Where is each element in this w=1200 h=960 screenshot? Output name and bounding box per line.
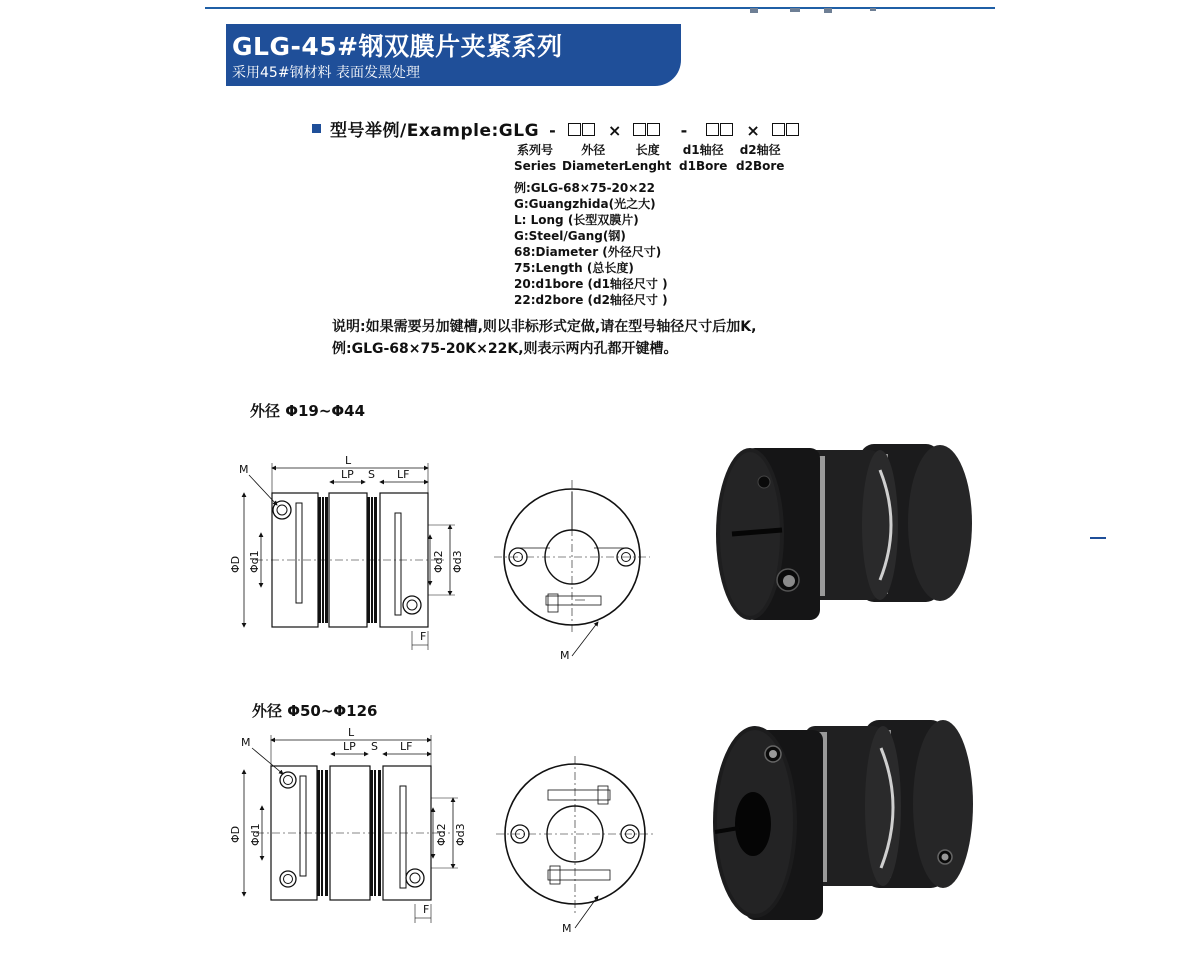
dim-label-LF: LF bbox=[400, 740, 413, 753]
section-label-large: 外径 Φ50~Φ126 bbox=[252, 702, 378, 720]
note-line: 例:GLG-68×75-20×22 bbox=[514, 181, 656, 195]
dim-label-D: ΦD bbox=[229, 825, 242, 843]
front-view-drawing-large bbox=[490, 750, 660, 945]
dim-label-d2: Φd2 bbox=[432, 550, 445, 573]
note-line: 22:d2bore (d2轴径尺寸 ) bbox=[514, 293, 668, 307]
section-label-small: 外径 Φ19~Φ44 bbox=[250, 402, 366, 420]
remark-line: 例:GLG-68×75-20K×22K,则表示两内孔都开键槽。 bbox=[332, 341, 678, 357]
keyway-remark bbox=[332, 316, 756, 360]
dim-label-F: F bbox=[423, 903, 430, 916]
front-label-M: M bbox=[560, 649, 570, 662]
page-title: GLG-45#钢双膜片夹紧系列 bbox=[232, 32, 563, 61]
title-banner bbox=[226, 24, 681, 86]
code-column-diameter: 外径 Diameter bbox=[562, 143, 625, 173]
dim-label-LF: LF bbox=[397, 468, 410, 481]
note-line: 75:Length (总长度) bbox=[514, 261, 634, 275]
code-column-length: 长度 Lenght bbox=[624, 143, 672, 173]
dash-symbol: - bbox=[680, 121, 688, 140]
length-placeholder bbox=[633, 121, 661, 140]
remark-line: 说明:如果需要另加键槽,则以非标形式定做,请在型号轴径尺寸后加K, bbox=[332, 319, 757, 335]
note-line: G:Guangzhida(光之大) bbox=[514, 197, 656, 211]
dim-label-M: M bbox=[239, 463, 249, 476]
bullet-icon bbox=[312, 124, 321, 133]
d1-placeholder bbox=[706, 121, 734, 140]
dim-label-LP: LP bbox=[341, 468, 354, 481]
note-line: G:Steel/Gang(钢) bbox=[514, 229, 626, 243]
d2-placeholder bbox=[772, 121, 800, 140]
model-notes bbox=[514, 180, 668, 308]
dim-label-L: L bbox=[348, 728, 355, 739]
dim-label-S: S bbox=[368, 468, 375, 481]
dim-label-L: L bbox=[345, 455, 352, 467]
dash-symbol: - bbox=[549, 121, 556, 140]
note-line: 20:d1bore (d1轴径尺寸 ) bbox=[514, 277, 668, 291]
dim-label-D: ΦD bbox=[229, 555, 242, 573]
dim-label-LP: LP bbox=[343, 740, 356, 753]
dim-label-d1: Φd1 bbox=[248, 550, 261, 573]
dim-label-d3: Φd3 bbox=[454, 823, 467, 846]
side-view-drawing-small bbox=[225, 455, 470, 655]
front-label-M: M bbox=[562, 922, 572, 935]
note-line: L: Long (长型双膜片) bbox=[514, 213, 639, 227]
dim-label-d3: Φd3 bbox=[451, 550, 464, 573]
code-column-series: 系列号 Series bbox=[514, 143, 557, 173]
code-column-d2: d2轴径 d2Bore bbox=[736, 143, 785, 173]
dim-label-d1: Φd1 bbox=[249, 823, 262, 846]
model-example bbox=[312, 116, 802, 141]
side-accent-mark bbox=[1090, 537, 1106, 539]
product-photo-small bbox=[710, 430, 980, 630]
example-prefix: 型号举例/Example:GLG bbox=[330, 121, 540, 141]
diameter-placeholder bbox=[568, 121, 596, 140]
page-subtitle: 采用45#钢材料 表面发黑处理 bbox=[232, 65, 420, 81]
top-edge-artifacts bbox=[750, 0, 890, 7]
times-symbol: × bbox=[746, 121, 760, 140]
dim-label-M: M bbox=[241, 736, 251, 749]
note-line: 68:Diameter (外径尺寸) bbox=[514, 245, 662, 259]
dim-label-F: F bbox=[420, 630, 427, 643]
dim-label-S: S bbox=[371, 740, 378, 753]
product-photo-large bbox=[705, 712, 980, 927]
code-column-d1: d1轴径 d1Bore bbox=[679, 143, 728, 173]
times-symbol: × bbox=[607, 121, 622, 140]
side-view-drawing-large bbox=[228, 728, 473, 928]
dim-label-d2: Φd2 bbox=[435, 823, 448, 846]
front-view-drawing-small bbox=[490, 470, 660, 670]
